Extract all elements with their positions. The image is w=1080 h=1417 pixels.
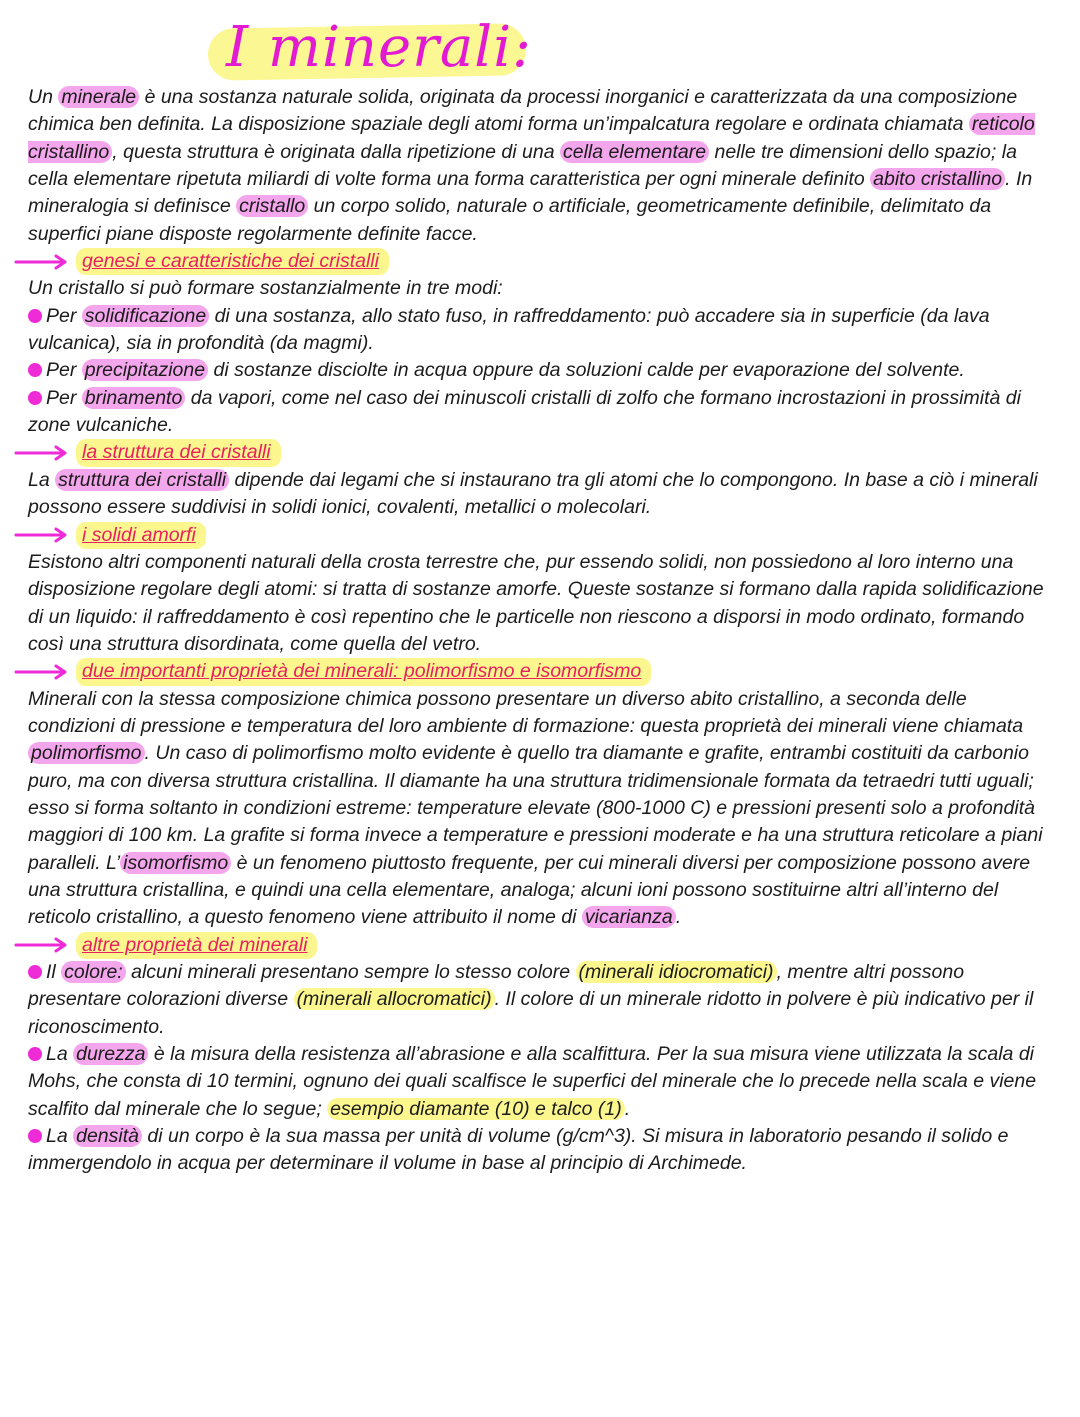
bullet-item: Il colore: alcuni minerali presentano sempre lo stesso colore (minerali idiocromatici) , mentre altri possono presentare colorazioni diverse (minerali allocromatici) . Il colore di un minerale ridotto in polvere è più indicativo per il riconoscimento. xyxy=(28,961,1034,1038)
term-brinamento: brinamento xyxy=(82,387,186,409)
bullet-dot-icon xyxy=(28,965,42,979)
heading-text: i solidi amorfi xyxy=(76,522,206,549)
bullet-dot-icon xyxy=(28,309,42,323)
heading-text: la struttura dei cristalli xyxy=(76,439,281,466)
term-vicarianza: vicarianza xyxy=(582,906,676,928)
page-title: I minerali: xyxy=(226,15,532,80)
bullet-item: La durezza è la misura della resistenza all’abrasione e alla scalfittura. Per la sua misura viene utilizzata la scala di Mohs, che consta di 10 termini, ognuno dei quali scalfisce le superfici del minerale che lo precede nella scala e viene scalfito dal minerale che lo segue; esempio diamante (10) e talco (1) . xyxy=(28,1043,1037,1120)
bullet-item: Per solidificazione di una sostanza, allo stato fuso, in raffreddamento: può accadere sia in superficie (da lava vulcanica), sia in profondità (da magmi). xyxy=(28,304,990,355)
section-paragraph: La struttura dei cristalli dipende dai legami che si instaurano tra gli atomi che lo compongono. In base a ciò i minerali possono essere suddivisi in solidi ionici, covalenti, metallici o molecolari. xyxy=(28,468,1038,519)
term-densita: densità xyxy=(73,1125,142,1147)
bullet-item: Per brinamento da vapori, come nel caso dei minuscoli cristalli di zolfo che formano incrostazioni in prossimità di zone vulcaniche. xyxy=(28,386,1021,437)
heading-text: genesi e caratteristiche dei cristalli xyxy=(76,248,389,275)
document-body xyxy=(28,84,1058,1178)
term-reticolo-cristallino: reticolo cristallino xyxy=(28,113,1035,163)
heading-text: altre proprietà dei minerali xyxy=(76,932,317,959)
title-area xyxy=(0,4,1080,88)
term-colore: colore: xyxy=(61,961,126,983)
section-heading-amorfi xyxy=(28,522,1058,549)
note-esempio: esempio diamante (10) e talco (1) xyxy=(327,1098,625,1120)
section-lead: Un cristallo si può formare sostanzialmente in tre modi: xyxy=(28,277,503,300)
term-isomorfismo: isomorfismo xyxy=(120,852,231,874)
arrow-icon xyxy=(14,445,74,461)
note-idiocromatici: (minerali idiocromatici) xyxy=(576,961,777,983)
section-paragraph: Minerali con la stessa composizione chimica possono presentare un diverso abito cristallino, a seconda delle condizioni di pressione e temperatura del loro ambiente di formazione: questa proprietà dei minerali viene chiamata polimorfismo . Un caso di polimorfismo molto evidente è quello tra diamante e grafite, entrambi costituiti da carbonio puro, ma con diversa struttura cristallina. Il diamante ha una struttura tridimensionale formata da tetraedri tutti uguali; esso si forma soltanto in condizioni estreme: temperature elevate (800-1000 C) e pressioni presenti solo a profondità maggiori di 100 km. La grafite si forma invece a temperature e pressioni moderate e ha una struttura reticolare a piani paralleli. L’ isomorfismo è un fenomeno piuttosto frequente, per cui minerali diversi per composizione possono avere una struttura cristallina, e quindi una cella elementare, analoga; alcuni ioni possono sostituirne altri all’interno del reticolo cristallino, a questo fenomeno viene attribuito il nome di vicarianza . xyxy=(28,687,1043,929)
bullet-dot-icon xyxy=(28,363,42,377)
term-polimorfismo: polimorfismo xyxy=(28,742,145,764)
note-allocromatici: (minerali allocromatici) xyxy=(294,988,495,1010)
term-solidificazione: solidificazione xyxy=(82,305,209,327)
term-abito-cristallino: abito cristallino xyxy=(870,168,1005,190)
arrow-icon xyxy=(14,664,74,680)
term-cristallo: cristallo xyxy=(236,195,308,217)
section-heading-altre xyxy=(28,932,1058,959)
term-minerale: minerale xyxy=(58,86,139,108)
intro-paragraph: Un minerale è una sostanza naturale solida, originata da processi inorganici e caratterizzata da una composizione chimica ben definita. La disposizione spaziale degli atomi forma un’impalcatura regolare e ordinata chiamata reticolo cristallino , questa struttura è originata dalla ripetizione di una cella elementare nelle tre dimensioni dello spazio; la cella elementare ripetuta miliardi di volte forma una forma caratteristica per ogni minerale definito abito cristallino . In mineralogia si definisce cristallo un corpo solido, naturale o artificiale, geometricamente definibile, delimitato da superfici piane disposte regolarmente definite facce. xyxy=(28,86,1035,245)
term-struttura-cristalli: struttura dei cristalli xyxy=(55,469,229,491)
bullet-item: La densità di un corpo è la sua massa per unità di volume (g/cm^3). Si misura in laboratorio pesando il solido e immergendolo in acqua per determinare il volume in base al principio di Archimede. xyxy=(28,1125,1009,1175)
arrow-icon xyxy=(14,527,74,543)
section-heading-genesi xyxy=(28,248,1058,275)
bullet-dot-icon xyxy=(28,1129,42,1143)
arrow-icon xyxy=(14,254,74,270)
bullet-dot-icon xyxy=(28,391,42,405)
bullet-item: Per precipitazione di sostanze disciolte in acqua oppure da soluzioni calde per evaporazione del solvente. xyxy=(28,357,1058,384)
section-heading-proprieta xyxy=(28,658,1058,685)
heading-text: due importanti proprietà dei minerali: polimorfismo e isomorfismo xyxy=(76,658,651,685)
term-durezza: durezza xyxy=(73,1043,148,1065)
term-precipitazione: precipitazione xyxy=(82,359,208,381)
term-cella-elementare: cella elementare xyxy=(560,141,709,163)
section-paragraph: Esistono altri componenti naturali della crosta terrestre che, pur essendo solidi, non possiedono al loro interno una disposizione regolare degli atomi: si tratta di sostanze amorfe. Queste sostanze si formano dalla rapida solidificazione di un liquido: il raffreddamento è così repentino che le particelle non riescono a disporsi in modo ordinato, formando così una struttura disordinata, come quella del vetro. xyxy=(28,550,1044,655)
section-heading-struttura xyxy=(28,439,1058,466)
bullet-dot-icon xyxy=(28,1047,42,1061)
arrow-icon xyxy=(14,937,74,953)
